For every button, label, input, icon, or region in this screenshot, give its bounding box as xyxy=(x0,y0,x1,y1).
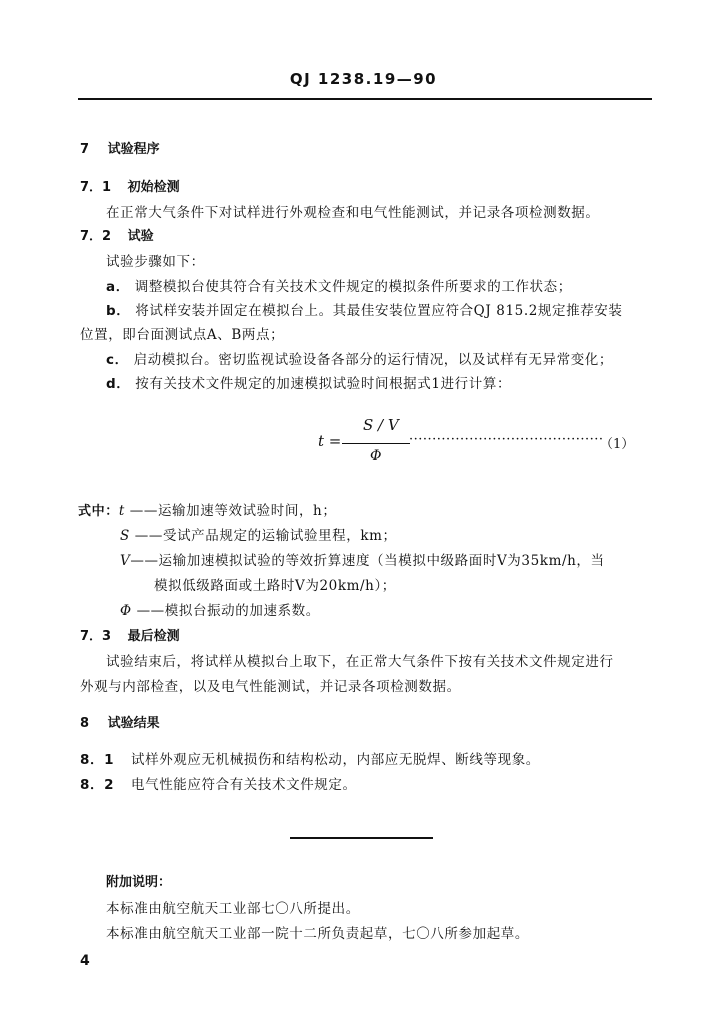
section-7-3-number: 7．3 xyxy=(80,629,112,644)
section-7-number: 7 xyxy=(80,142,90,157)
page-number: 4 xyxy=(80,953,90,969)
formula-lhs: t = xyxy=(318,432,342,450)
section-7-1-body: 在正常大气条件下对试样进行外观检查和电气性能测试，并记录各项检测数据。 xyxy=(106,205,600,221)
section-7-title: 试验程序 xyxy=(107,142,160,157)
section-8-heading xyxy=(80,712,160,731)
section-7-3-body-continuation: 外观与内部检查，以及电气性能测试，并记录各项检测数据。 xyxy=(80,679,461,695)
where-s-symbol: S xyxy=(120,528,130,544)
section-7-3-heading xyxy=(80,625,180,644)
where-v xyxy=(120,549,605,569)
where-lead: 式中： xyxy=(78,504,119,519)
note-title: 附加说明： xyxy=(106,875,172,890)
formula-equation-number: （1） xyxy=(600,437,635,452)
where-phi xyxy=(120,599,320,619)
step-c-label: c． xyxy=(106,352,129,368)
where-v-text: ——运输加速模拟试验的等效折算速度（当模拟中级路面时V为35km/h，当 xyxy=(130,553,605,569)
section-8-title: 试验结果 xyxy=(107,716,160,731)
where-v-symbol: V xyxy=(120,553,131,569)
step-d-label: d． xyxy=(106,376,131,392)
section-7-3-title: 最后检测 xyxy=(127,629,180,644)
step-a-label: a． xyxy=(106,279,130,295)
formula-numerator: S / V xyxy=(363,416,399,434)
where-t-symbol: t xyxy=(118,503,125,519)
step-b-continuation: 位置，即台面测试点A、B两点； xyxy=(80,327,285,343)
formula-leader-dots: ·········································· xyxy=(409,432,604,447)
formula-fraction-bar xyxy=(342,443,410,444)
step-d-text: 按有关技术文件规定的加速模拟试验时间根据式1进行计算： xyxy=(135,376,512,392)
section-7-1-heading xyxy=(80,176,180,195)
section-7-3-body: 试验结束后，将试样从模拟台上取下，在正常大气条件下按有关技术文件规定进行 xyxy=(106,654,614,670)
where-phi-text: ——模拟台振动的加速系数。 xyxy=(136,603,320,619)
section-8-number: 8 xyxy=(80,716,90,731)
section-7-2-heading xyxy=(80,225,154,244)
section-8-2 xyxy=(80,773,357,793)
step-b xyxy=(106,299,623,319)
section-7-2-number: 7．2 xyxy=(80,229,112,244)
section-8-1 xyxy=(80,748,540,768)
step-c xyxy=(106,348,613,368)
section-7-1-title: 初始检测 xyxy=(127,180,180,195)
section-8-1-number: 8．1 xyxy=(80,752,115,768)
section-7-2-title: 试验 xyxy=(127,229,154,244)
section-8-1-text: 试样外观应无机械损伤和结构松动，内部应无脱焊、断线等现象。 xyxy=(131,752,540,768)
where-t xyxy=(78,499,336,519)
section-7-2-intro: 试验步骤如下： xyxy=(106,254,205,270)
where-phi-symbol: Φ xyxy=(120,603,132,619)
section-7-1-number: 7．1 xyxy=(80,180,112,195)
where-s-text: ——受试产品规定的运输试验里程，km； xyxy=(134,528,397,544)
step-b-text: 将试样安装并固定在模拟台上。其最佳安装位置应符合QJ 815.2规定推荐安装 xyxy=(135,303,623,319)
section-8-2-number: 8．2 xyxy=(80,777,115,793)
where-t-text: ——运输加速等效试验时间，h； xyxy=(129,503,337,519)
note-line-1: 本标准由航空航天工业部七〇八所提出。 xyxy=(106,901,360,917)
step-c-text: 启动模拟台。密切监视试验设备各部分的运行情况，以及试样有无异常变化； xyxy=(133,352,614,368)
note-line-2: 本标准由航空航天工业部一院十二所负责起草，七〇八所参加起草。 xyxy=(106,926,529,942)
step-a xyxy=(106,275,572,295)
step-a-text: 调整模拟台使其符合有关技术文件规定的模拟条件所要求的工作状态； xyxy=(134,279,572,295)
header-rule xyxy=(78,98,652,100)
section-8-2-text: 电气性能应符合有关技术文件规定。 xyxy=(131,777,357,793)
step-d xyxy=(106,372,511,392)
where-v-continuation: 模拟低级路面或土路时V为20km/h）； xyxy=(154,578,396,594)
where-s xyxy=(120,524,397,544)
section-7-heading xyxy=(80,138,160,157)
formula-denominator: Φ xyxy=(370,448,382,464)
step-b-label: b． xyxy=(106,303,131,319)
end-rule xyxy=(290,837,433,839)
document-code: QJ 1238.19—90 xyxy=(289,70,438,88)
